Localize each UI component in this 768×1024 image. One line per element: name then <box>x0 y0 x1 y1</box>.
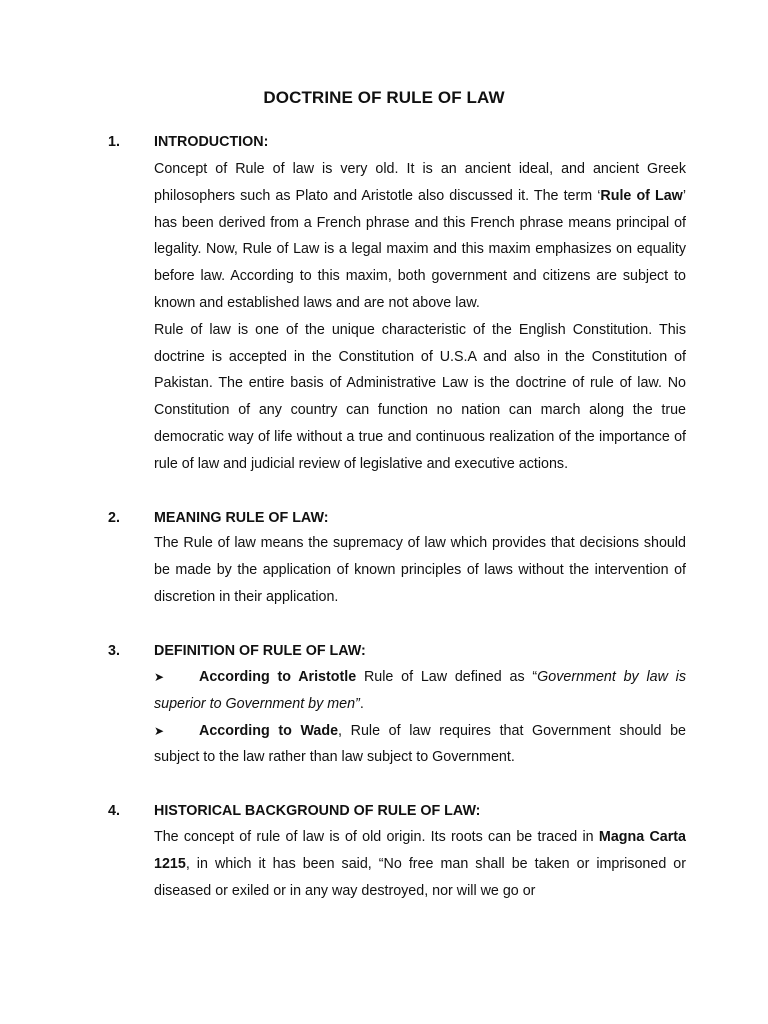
section-1-paragraph-2: Rule of law is one of the unique characteristic of the English Constitution. This doctrine is accepted in the Constitution of U.S.A and also in the Constitution of Pakistan. The entire basis of Administrative Law is the doctrine of rule of law. No Constitution of any country can function no nation can march along the true democratic way of life without a true and continuous realization of the importance of rule of law and judicial review of legislative and executive actions. <box>154 321 686 472</box>
section-4-paragraph-1: The concept of rule of law is of old origin. Its roots can be traced in Magna Carta 1215, in which it has been said, “No free man shall be taken or imprisoned or diseased or exiled or in any way destroyed, nor will we go or <box>154 829 686 899</box>
section-4-body <box>154 824 686 904</box>
section-1-body <box>154 156 686 478</box>
section-2-number: 2. <box>108 510 120 526</box>
section-2-paragraph-1: The Rule of law means the supremacy of law which provides that decisions should be made by the application of known principles of laws without the intervention of discretion in their application. <box>154 535 686 605</box>
arrow-bullet-icon: ➤ <box>154 670 165 684</box>
section-3-number: 3. <box>108 643 120 659</box>
section-3-body <box>154 664 686 771</box>
arrow-bullet-icon: ➤ <box>154 723 165 738</box>
definition-wade: ➤ According to Wade, Rule of law requires that Government should be subject to the law rather than law subject to Government. <box>154 718 686 772</box>
definition-aristotle: ➤ According to Aristotle Rule of Law defined as “Government by law is superior to Government by men”. <box>154 664 686 718</box>
section-2-body <box>154 530 686 610</box>
section-1-heading: INTRODUCTION: <box>154 134 269 150</box>
section-4-number: 4. <box>108 803 120 819</box>
section-3-heading: DEFINITION OF RULE OF LAW: <box>154 643 366 659</box>
section-1-number: 1. <box>108 134 120 150</box>
document-title: DOCTRINE OF RULE OF LAW <box>263 88 505 107</box>
section-1-paragraph-1: Concept of Rule of law is very old. It is an ancient ideal, and ancient Greek philosophers such as Plato and Aristotle also discussed it. The term ‘Rule of Law’ has been derived from a French phrase and this French phrase means principal of legality. Now, Rule of Law is a legal maxim and this maxim emphasizes on equality before law. According to this maxim, both government and citizens are subject to known and established laws and are not above law. <box>154 161 686 311</box>
section-4-heading: HISTORICAL BACKGROUND OF RULE OF LAW: <box>154 803 481 819</box>
section-2-heading: MEANING RULE OF LAW: <box>154 510 329 526</box>
